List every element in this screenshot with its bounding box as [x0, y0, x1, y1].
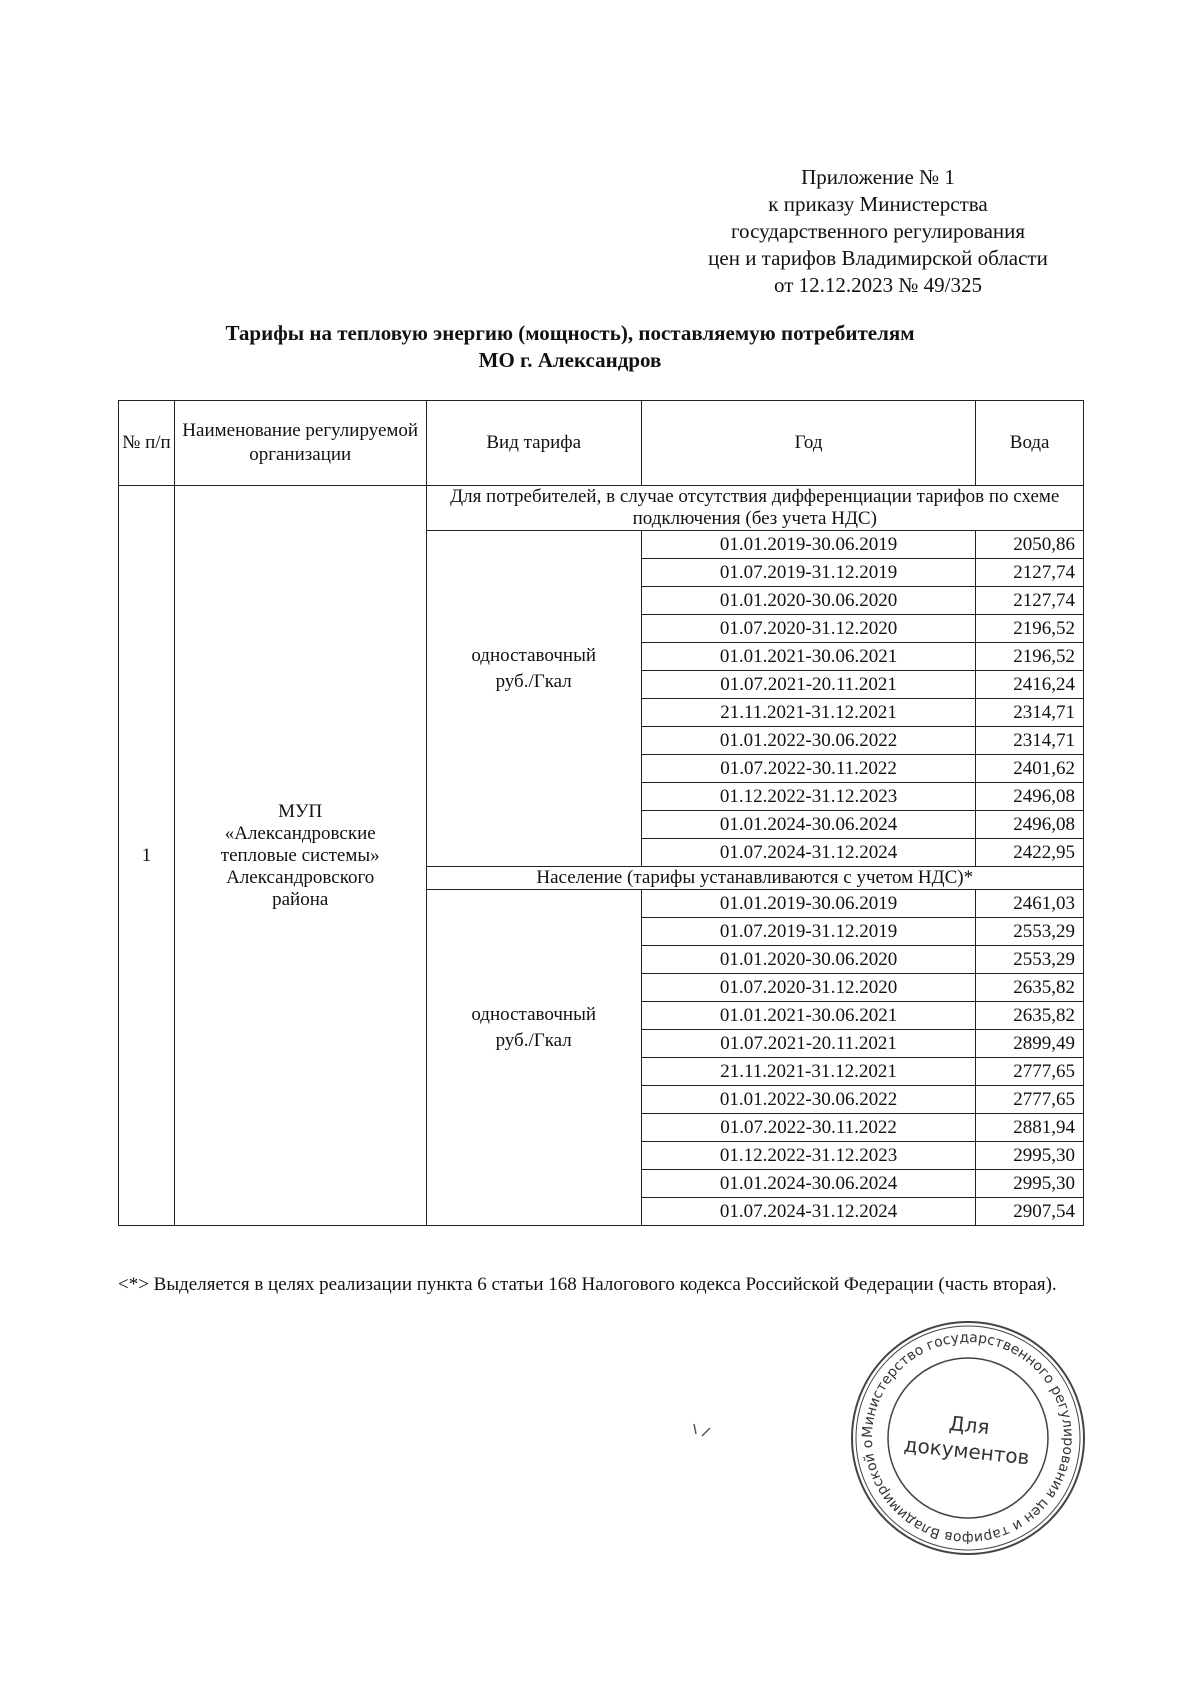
water-tariff-cell: 2881,94: [976, 1114, 1084, 1142]
water-tariff-cell: 2314,71: [976, 699, 1084, 727]
stamp-center: [836, 1306, 1100, 1570]
section-title: Для потребителей, в случае отсутствия дифференциации тарифов по схеме подключения (без учета НДС): [426, 486, 1084, 531]
appendix-header: [668, 164, 1088, 299]
section-title: Население (тарифы устанавливаются с учетом НДС)*: [426, 867, 1084, 890]
period-cell: 01.07.2024-31.12.2024: [641, 839, 975, 867]
pen-mark-icon: [690, 1418, 720, 1442]
water-tariff-cell: 2777,65: [976, 1058, 1084, 1086]
stamp-text: Для: [947, 1411, 991, 1440]
water-tariff-cell: 2635,82: [976, 1002, 1084, 1030]
title-line: МО г. Александров: [478, 348, 662, 372]
period-cell: 01.12.2022-31.12.2023: [641, 1142, 975, 1170]
water-tariff-cell: 2496,08: [976, 783, 1084, 811]
pen-mark: [690, 1418, 720, 1447]
period-cell: 01.07.2021-20.11.2021: [641, 671, 975, 699]
water-tariff-cell: 2127,74: [976, 587, 1084, 615]
organization-line: Александровского: [226, 866, 375, 888]
tariff-type: [426, 890, 641, 1226]
period-cell: 21.11.2021-31.12.2021: [641, 699, 975, 727]
tariff-type-line: одноставочный: [471, 1003, 597, 1025]
appendix-line: Приложение № 1: [801, 165, 955, 189]
document-title: [160, 320, 980, 374]
period-cell: 01.07.2019-31.12.2019: [641, 918, 975, 946]
period-cell: 01.01.2022-30.06.2022: [641, 1086, 975, 1114]
table-header-row: [119, 401, 1084, 486]
organization-line: МУП: [278, 800, 323, 822]
period-cell: 01.01.2019-30.06.2019: [641, 890, 975, 918]
period-cell: 01.07.2022-30.11.2022: [641, 1114, 975, 1142]
organization-name: [174, 486, 426, 1226]
period-cell: 01.01.2021-30.06.2021: [641, 1002, 975, 1030]
period-cell: 01.01.2022-30.06.2022: [641, 727, 975, 755]
appendix-line: государственного регулирования: [730, 219, 1026, 243]
period-cell: 01.01.2020-30.06.2020: [641, 587, 975, 615]
water-tariff-cell: 2777,65: [976, 1086, 1084, 1114]
period-cell: 01.07.2024-31.12.2024: [641, 1198, 975, 1226]
water-tariff-cell: 2127,74: [976, 559, 1084, 587]
water-tariff-cell: 2899,49: [976, 1030, 1084, 1058]
period-cell: 01.01.2024-30.06.2024: [641, 1170, 975, 1198]
water-tariff-cell: 2995,30: [976, 1170, 1084, 1198]
footnote: <*> Выделяется в целях реализации пункта 6 статьи 168 Налогового кодекса Российской Федерации (часть вторая).: [118, 1274, 1057, 1295]
row-number: 1: [119, 486, 175, 1226]
official-stamp: [848, 1318, 1088, 1558]
period-cell: 01.07.2020-31.12.2020: [641, 974, 975, 1002]
tariff-type-line: одноставочный: [471, 644, 597, 666]
period-cell: 21.11.2021-31.12.2021: [641, 1058, 975, 1086]
period-cell: 01.07.2021-20.11.2021: [641, 1030, 975, 1058]
section-title-row: [119, 486, 1084, 531]
appendix-line: от 12.12.2023 № 49/325: [773, 273, 983, 297]
header-organization: Наименование регулируемой организации: [174, 401, 426, 486]
period-cell: 01.01.2021-30.06.2021: [641, 643, 975, 671]
water-tariff-cell: 2416,24: [976, 671, 1084, 699]
tariff-type: [426, 531, 641, 867]
organization-line: района: [272, 888, 329, 910]
table-body: [119, 486, 1084, 1226]
header-tariff-type: Вид тарифа: [426, 401, 641, 486]
water-tariff-cell: 2553,29: [976, 946, 1084, 974]
header-water: Вода: [976, 401, 1084, 486]
organization-line: «Александровские: [224, 822, 376, 844]
period-cell: 01.07.2022-30.11.2022: [641, 755, 975, 783]
stamp-ring-text: Министерство государственного регулирования цен и тарифов Владимирской о: [859, 1329, 1077, 1547]
water-tariff-cell: 2422,95: [976, 839, 1084, 867]
water-tariff-cell: 2196,52: [976, 643, 1084, 671]
water-tariff-cell: 2995,30: [976, 1142, 1084, 1170]
tariff-type-line: руб./Гкал: [495, 670, 572, 692]
period-cell: 01.12.2022-31.12.2023: [641, 783, 975, 811]
header-year: Год: [641, 401, 975, 486]
appendix-line: цен и тарифов Владимирской области: [708, 246, 1048, 270]
period-cell: 01.01.2019-30.06.2019: [641, 531, 975, 559]
organization-line: тепловые системы»: [220, 844, 380, 866]
period-cell: 01.07.2020-31.12.2020: [641, 615, 975, 643]
water-tariff-cell: 2496,08: [976, 811, 1084, 839]
title-line: Тарифы на тепловую энергию (мощность), поставляемую потребителям: [225, 321, 915, 345]
period-cell: 01.01.2020-30.06.2020: [641, 946, 975, 974]
water-tariff-cell: 2401,62: [976, 755, 1084, 783]
period-cell: 01.01.2024-30.06.2024: [641, 811, 975, 839]
header-number: № п/п: [119, 401, 175, 486]
water-tariff-cell: 2314,71: [976, 727, 1084, 755]
water-tariff-cell: 2461,03: [976, 890, 1084, 918]
water-tariff-cell: 2553,29: [976, 918, 1084, 946]
period-cell: 01.07.2019-31.12.2019: [641, 559, 975, 587]
stamp-text: документов: [902, 1432, 1031, 1470]
tariff-type-line: руб./Гкал: [495, 1029, 572, 1051]
water-tariff-cell: 2196,52: [976, 615, 1084, 643]
tariff-table: [118, 400, 1084, 1226]
water-tariff-cell: 2050,86: [976, 531, 1084, 559]
water-tariff-cell: 2907,54: [976, 1198, 1084, 1226]
water-tariff-cell: 2635,82: [976, 974, 1084, 1002]
appendix-line: к приказу Министерства: [768, 192, 988, 216]
